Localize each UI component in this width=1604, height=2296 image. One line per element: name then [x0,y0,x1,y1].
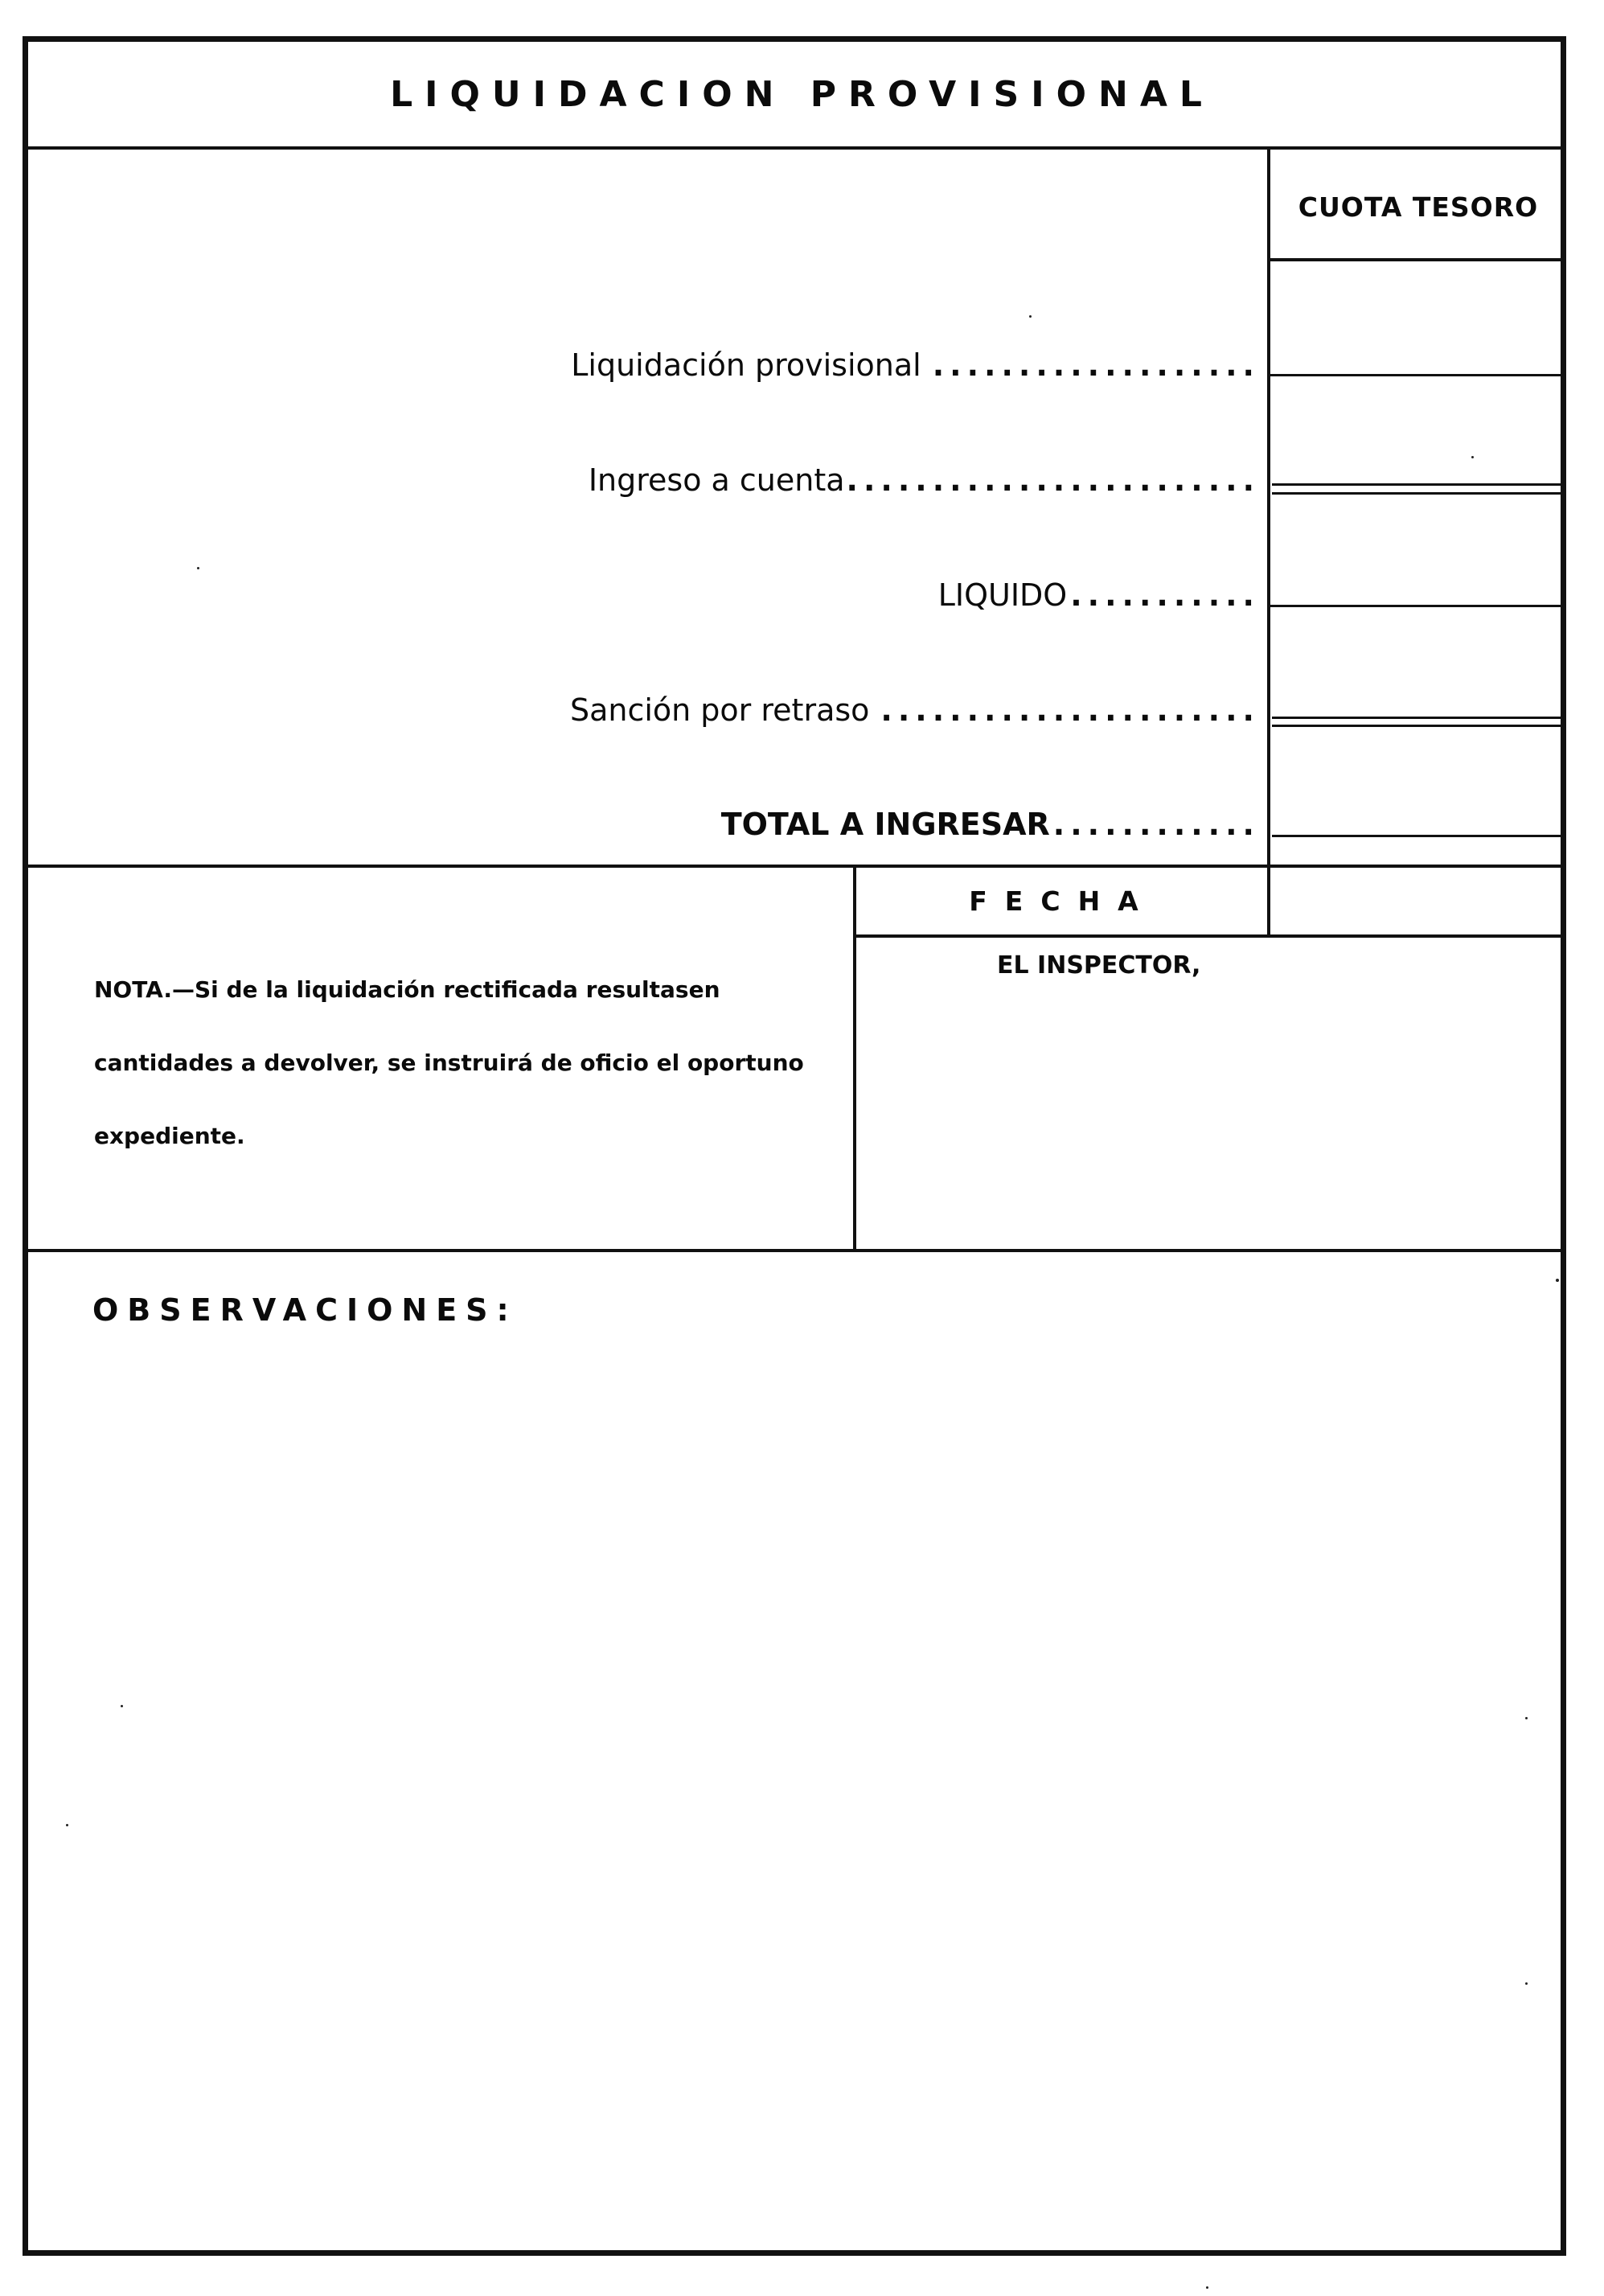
row-liquido-label: LIQUIDO [937,577,1068,613]
row-liquidacion-provisional [571,347,1260,383]
cuota-column-divider [1267,146,1270,866]
entry-line-sancion-bottom [1272,725,1566,727]
paper-speck [121,1705,123,1707]
entry-line-liquidacion [1267,374,1566,376]
paper-speck [197,567,199,569]
fecha-divider [853,934,1566,938]
fecha-label: FECHA [969,885,1156,917]
paper-speck [1471,456,1474,458]
row-sancion-por-retraso [570,692,1260,728]
row-sancion-label: Sanción por retraso [569,692,870,728]
title-divider [23,146,1566,150]
note-column-divider [853,866,856,1251]
row-liquidacion-dots: ................... [932,347,1260,383]
paper-speck [1556,1279,1559,1282]
entry-line-sancion-top [1272,717,1566,719]
inspector-label: EL INSPECTOR, [997,951,1201,980]
row-liquido [938,577,1260,613]
row-total-a-ingresar [721,807,1260,842]
paper-speck [66,1824,68,1826]
paper-speck [1525,1982,1528,1985]
entry-line-total [1272,835,1566,837]
cuota-header-divider [1267,258,1566,261]
row-total-dots: ............ [1052,807,1260,842]
row-liquido-dots: ........... [1070,577,1260,613]
row-total-label: TOTAL A INGRESAR [720,807,1050,842]
row-ingreso-dots: ........................ [846,462,1260,498]
entry-line-ingreso-top [1272,483,1566,486]
paper-speck [1029,315,1032,318]
entry-line-liquido [1267,605,1566,607]
note-text: NOTA.—Si de la liquidación rectificada resultasen cantidades a devolver, se instruirá de oficio el oportuno expediente. [94,976,804,1149]
row-sancion-dots: ...................... [880,692,1260,728]
observaciones-label: OBSERVACIONES: [92,1292,518,1328]
paper-speck [1525,1717,1528,1719]
entry-line-ingreso-bottom [1272,492,1566,495]
paper-speck [1206,2286,1208,2289]
cuota-tesoro-header: CUOTA TESORO [1298,191,1539,223]
row-ingreso-a-cuenta [589,462,1260,498]
row-ingreso-label: Ingreso a cuenta [588,462,845,498]
section-divider-bottom [23,1249,1566,1252]
form-title: LIQUIDACION PROVISIONAL [390,74,1214,115]
row-liquidacion-label: Liquidación provisional [571,347,921,383]
section-divider-top [23,865,1566,868]
